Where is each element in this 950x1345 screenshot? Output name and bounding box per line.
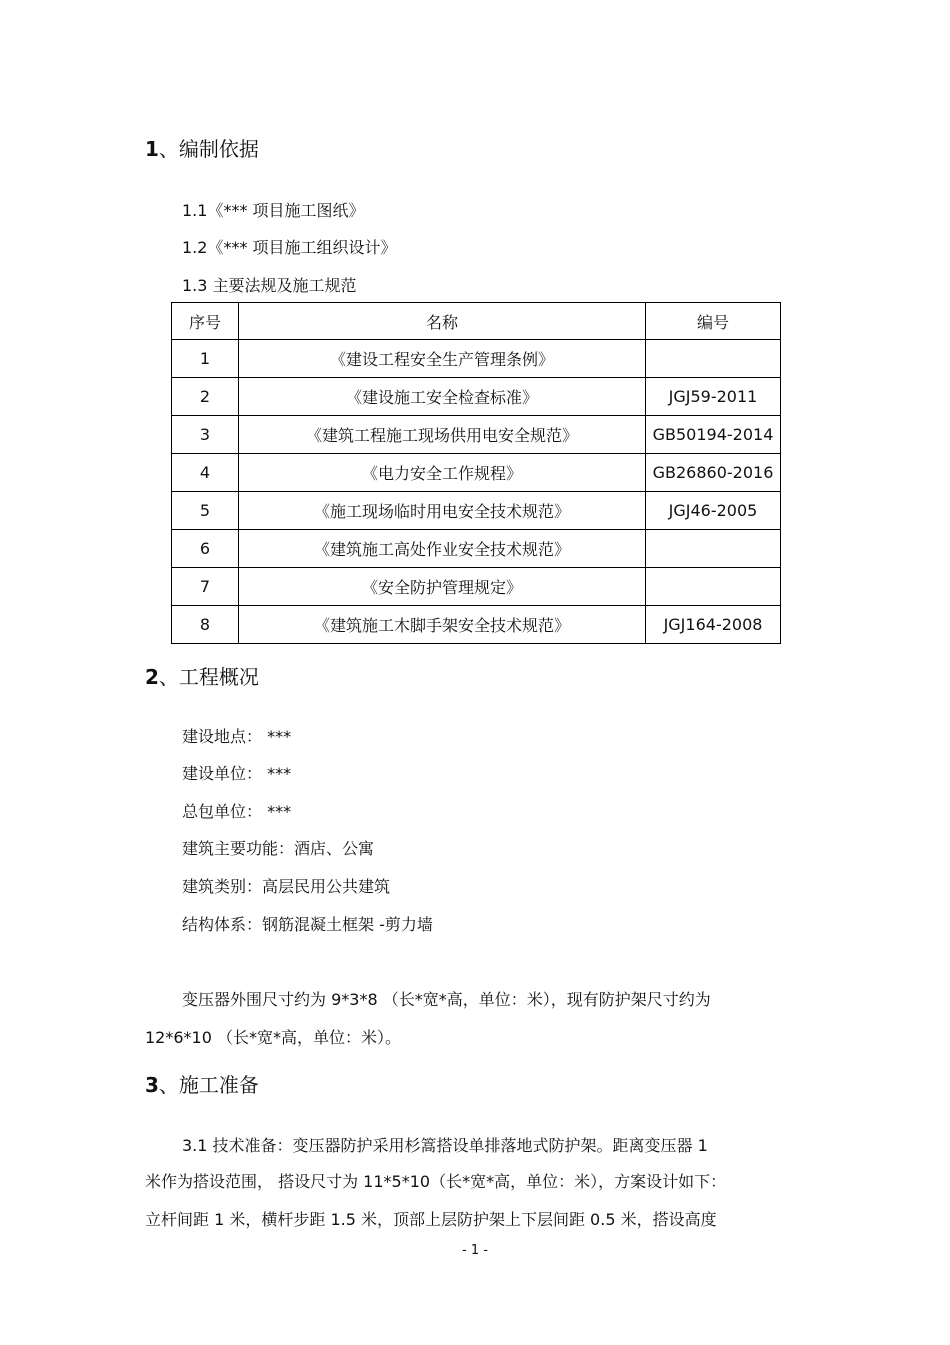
row-code: JGJ164-2008: [646, 606, 781, 644]
section-number: 2: [145, 665, 159, 689]
row-no: 7: [172, 568, 239, 606]
row-no: 8: [172, 606, 239, 644]
basis-item-2: 1.2《*** 项目施工组织设计》: [182, 238, 397, 257]
transformer-paragraph-line-2: 12*6*10 （长*宽*高，单位：米）。: [145, 1028, 401, 1047]
section-1-heading: [145, 133, 259, 162]
section-title: 、编制依据: [158, 137, 259, 161]
header-no: 序号: [172, 303, 239, 340]
row-no: 1: [172, 340, 239, 378]
table-row: [172, 340, 781, 378]
basis-item-1: 1.1《*** 项目施工图纸》: [182, 201, 365, 220]
row-name: 《安全防护管理规定》: [239, 568, 646, 606]
section-2-heading: [145, 661, 259, 690]
regulations-table: [171, 302, 781, 644]
table-row: [172, 378, 781, 416]
overview-function: 建筑主要功能：酒店、公寓: [182, 839, 375, 858]
row-name: 《建筑工程施工现场供用电安全规范》: [239, 416, 646, 454]
section-number: 1: [145, 137, 159, 161]
table-row: [172, 454, 781, 492]
transformer-paragraph-line-1: 变压器外围尺寸约为 9*3*8 （长*宽*高，单位：米），现有防护架尺寸约为: [182, 990, 711, 1009]
row-name: 《建筑施工高处作业安全技术规范》: [239, 530, 646, 568]
row-name: 《建筑施工木脚手架安全技术规范》: [239, 606, 646, 644]
row-code: GB26860-2016: [646, 454, 781, 492]
overview-category: 建筑类别：高层民用公共建筑: [182, 877, 391, 896]
section-3-heading: [145, 1069, 259, 1098]
overview-owner: 建设单位： ***: [182, 764, 292, 783]
overview-contractor: 总包单位： ***: [182, 802, 292, 821]
table-row: [172, 606, 781, 644]
page-number: - 1 -: [462, 1243, 488, 1258]
row-code: JGJ59-2011: [646, 378, 781, 416]
table-row: [172, 416, 781, 454]
row-code: [646, 340, 781, 378]
row-no: 2: [172, 378, 239, 416]
basis-item-3: 1.3 主要法规及施工规范: [182, 276, 357, 295]
row-no: 6: [172, 530, 239, 568]
prep-paragraph-line-1: 3.1 技术准备：变压器防护采用杉篙搭设单排落地式防护架。距离变压器 1: [182, 1136, 708, 1155]
row-no: 3: [172, 416, 239, 454]
table-row: [172, 568, 781, 606]
row-code: [646, 568, 781, 606]
header-name: 名称: [239, 303, 646, 340]
overview-location: 建设地点： ***: [182, 727, 292, 746]
section-title: 、施工准备: [158, 1073, 259, 1097]
header-code: 编号: [646, 303, 781, 340]
row-code: [646, 530, 781, 568]
row-name: 《建设施工安全检查标准》: [239, 378, 646, 416]
row-code: JGJ46-2005: [646, 492, 781, 530]
table-row: [172, 530, 781, 568]
row-code: GB50194-2014: [646, 416, 781, 454]
row-name: 《电力安全工作规程》: [239, 454, 646, 492]
row-name: 《建设工程安全生产管理条例》: [239, 340, 646, 378]
overview-structure: 结构体系：钢筋混凝土框架 -剪力墙: [182, 915, 433, 934]
row-no: 5: [172, 492, 239, 530]
prep-paragraph-line-2: 米作为搭设范围， 搭设尺寸为 11*5*10（长*宽*高，单位：米），方案设计如下：: [145, 1172, 727, 1191]
table-header-row: [172, 303, 781, 340]
section-number: 3: [145, 1073, 159, 1097]
prep-paragraph-line-3: 立杆间距 1 米，横杆步距 1.5 米，顶部上层防护架上下层间距 0.5 米，搭设高度: [145, 1210, 717, 1229]
row-name: 《施工现场临时用电安全技术规范》: [239, 492, 646, 530]
table-row: [172, 492, 781, 530]
section-title: 、工程概况: [158, 665, 259, 689]
row-no: 4: [172, 454, 239, 492]
